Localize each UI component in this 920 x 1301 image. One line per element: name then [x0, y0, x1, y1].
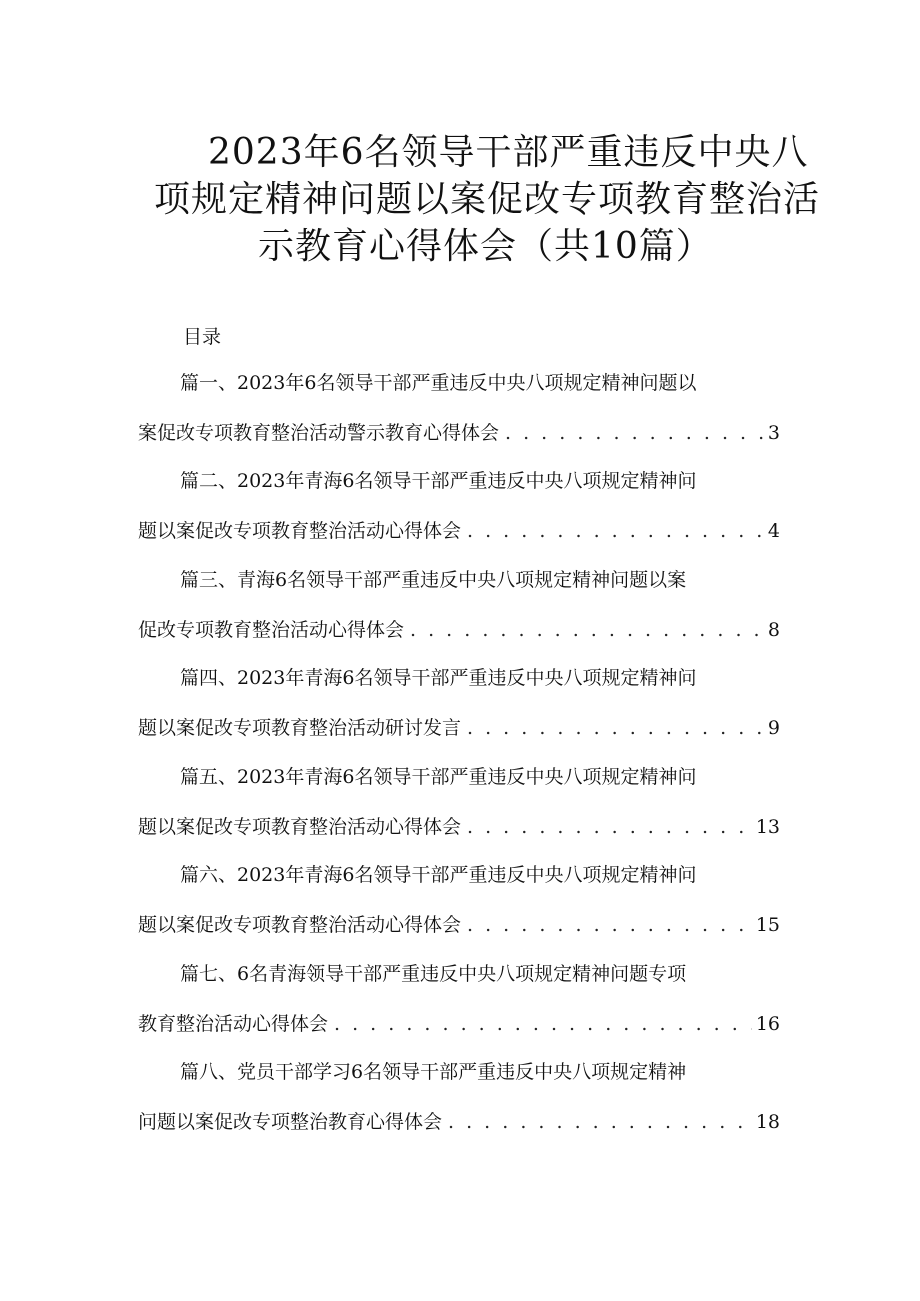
toc-entry-text: 题以案促改专项教育整治活动心得体会 — [138, 816, 462, 838]
toc-entry-text: 案促改专项教育整治活动警示教育心得体会 — [138, 422, 500, 444]
toc-entry-6-line2[interactable] — [138, 912, 780, 938]
title-line-3: 示教育心得体会（共10篇） — [258, 226, 713, 267]
toc-entry-1-line1[interactable]: 篇一、2023年6名领导干部严重违反中央八项规定精神问题以 — [180, 372, 697, 394]
toc-entry-text: 题以案促改专项教育整治活动研讨发言 — [138, 717, 462, 739]
toc-page-number: 4 — [767, 520, 780, 542]
toc-entry-6-line1[interactable]: 篇六、2023年青海6名领导干部严重违反中央八项规定精神问 — [180, 864, 697, 886]
dot-leader — [448, 1109, 752, 1135]
toc-entry-3-line1[interactable]: 篇三、青海6名领导干部严重违反中央八项规定精神问题以案 — [180, 569, 687, 591]
toc-page-number: 13 — [755, 816, 780, 838]
toc-entry-2-line1[interactable]: 篇二、2023年青海6名领导干部严重违反中央八项规定精神问 — [180, 470, 697, 492]
toc-entry-4-line2[interactable] — [138, 715, 780, 741]
toc-page-number: 16 — [755, 1013, 780, 1035]
toc-page-number: 15 — [755, 914, 780, 936]
toc-entry-text: 教育整治活动心得体会 — [138, 1013, 329, 1035]
toc-entry-8-line2[interactable] — [138, 1109, 780, 1135]
toc-entry-text: 促改专项教育整治活动心得体会 — [138, 619, 405, 641]
dot-leader — [505, 420, 764, 446]
dot-leader — [334, 1011, 752, 1037]
toc-entry-text: 题以案促改专项教育整治活动心得体会 — [138, 914, 462, 936]
title-line-2: 项规定精神问题以案促改专项教育整治活 — [154, 179, 821, 220]
toc-entry-text: 题以案促改专项教育整治活动心得体会 — [138, 520, 462, 542]
dot-leader — [467, 814, 752, 840]
toc-entry-5-line1[interactable]: 篇五、2023年青海6名领导干部严重违反中央八项规定精神问 — [180, 766, 697, 788]
dot-leader — [467, 518, 764, 544]
toc-entry-1-line2[interactable] — [138, 420, 780, 446]
toc-page-number: 3 — [767, 422, 780, 444]
toc-entry-text: 问题以案促改专项整治教育心得体会 — [138, 1111, 443, 1133]
toc-heading: 目录 — [183, 326, 222, 348]
toc-entry-7-line1[interactable]: 篇七、6名青海领导干部严重违反中央八项规定精神问题专项 — [180, 963, 687, 985]
toc-entry-2-line2[interactable] — [138, 518, 780, 544]
toc-entry-7-line2[interactable] — [138, 1011, 780, 1037]
dot-leader — [467, 715, 764, 741]
toc-page-number: 18 — [755, 1111, 780, 1133]
toc-page-number: 8 — [767, 619, 780, 641]
toc-entry-3-line2[interactable] — [138, 617, 780, 643]
title-line-1: 2023年6名领导干部严重违反中央八 — [208, 132, 809, 173]
toc-entry-8-line1[interactable]: 篇八、党员干部学习6名领导干部严重违反中央八项规定精神 — [180, 1061, 687, 1083]
dot-leader — [467, 912, 752, 938]
toc-entry-5-line2[interactable] — [138, 814, 780, 840]
toc-entry-4-line1[interactable]: 篇四、2023年青海6名领导干部严重违反中央八项规定精神问 — [180, 667, 697, 689]
toc-page-number: 9 — [767, 717, 780, 739]
dot-leader — [410, 617, 764, 643]
